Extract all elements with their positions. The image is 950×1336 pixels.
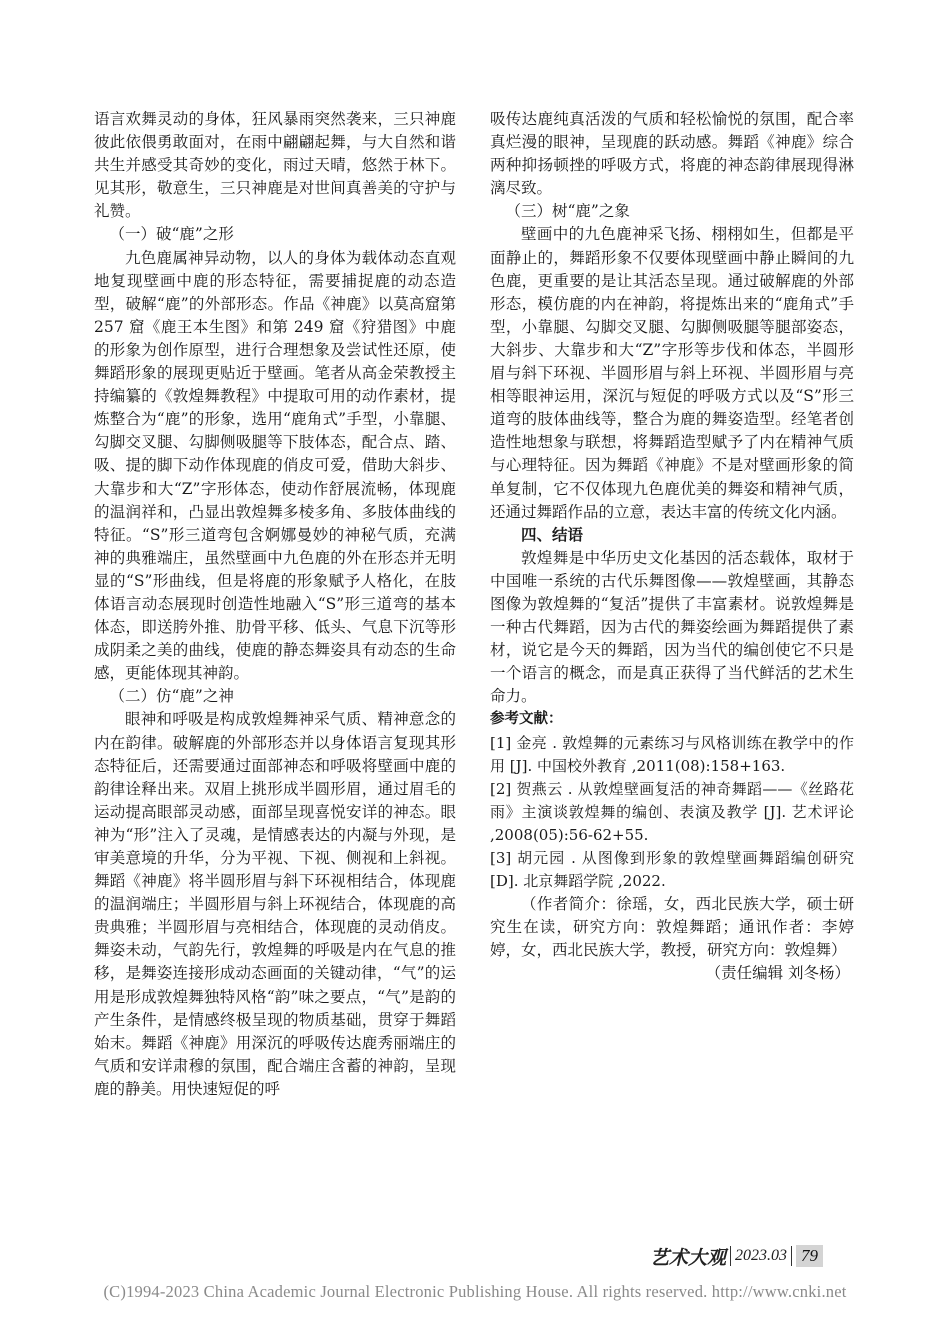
reference-item: [2] 贺燕云 . 从敦煌壁画复活的神奇舞蹈——《丝路花雨》主演谈敦煌舞的编创、表演及教学 [J]. 艺术评论 ,2008(05):56-62+55. bbox=[490, 779, 854, 844]
editor-credit: （责任编辑 刘冬杨） bbox=[705, 963, 850, 982]
reference-item: [1] 金亮 . 敦煌舞的元素练习与风格训练在教学中的作用 [J]. 中国校外教育 ,2011(08):158+163. bbox=[490, 733, 854, 775]
subheading-spirit: （二）仿“鹿”之神 bbox=[109, 687, 234, 706]
paragraph: 眼神和呼吸是构成敦煌舞神采气质、精神意念的内在韵律。破解鹿的外部形态并以身体语言复现其形态特征后，还需要通过面部神态和呼吸将壁画中鹿的韵律诠释出来。双眉上挑形成半圆形眉，通过眉毛的运动提高眼部灵动感，面部呈现喜悦安详的神态。眼神为“形”注入了灵魂，是情感表达的内凝与外现，是审美意境的升华，分为平视、下视、侧视和上斜视。舞蹈《神鹿》将半圆形眉与斜下环视相结合，体现鹿的温润端庄；半圆形眉与斜上环视结合，体现鹿的高贵典雅；半圆形眉与亮相结合，体现鹿的灵动俏皮。舞姿未动，气韵先行，敦煌舞的呼吸是内在气息的推移，是舞姿连接形成动态画面的关键动律，“气”的运用是形成敦煌舞独特风格“韵”味之要点，“气”是韵的产生条件，是情感终极呈现的物质基础，贯穿于舞蹈始末。舞蹈《神鹿》用深沉的呼吸传达鹿秀丽端庄的气质和安详肃穆的氛围，配合端庄含蓄的神韵，呈现鹿的静美。用快速短促的呼 bbox=[94, 710, 456, 1098]
right-column bbox=[490, 108, 854, 985]
paragraph: 语言欢舞灵动的身体，狂风暴雨突然袭来，三只神鹿彼此依偎勇敢面对，在雨中翩翩起舞，与大自然和谐共生并感受其奇妙的变化，雨过天晴，悠然于林下。见其形，敬意生，三只神鹿是对世间真善美的守护与礼赞。 bbox=[94, 110, 456, 221]
page-number: 79 bbox=[796, 1245, 823, 1267]
magazine-name: 艺术大观 bbox=[650, 1246, 727, 1269]
copyright-footer: (C)1994-2023 China Academic Journal Electronic Publishing House. All rights reserved. http://www.cnki.net bbox=[103, 1282, 847, 1301]
paragraph: 敦煌舞是中华历史文化基因的活态载体，取材于中国唯一系统的古代乐舞图像——敦煌壁画，其静态图像为敦煌舞的“复活”提供了丰富素材。说敦煌舞是一种古代舞蹈，因为古代的舞姿绘画为舞蹈提供了素材，说它是今天的舞蹈，因为当代的编创使它不只是一个语言的概念，而是真正获得了当代鲜活的艺术生命力。 bbox=[490, 548, 854, 706]
subheading-form: （一）破“鹿”之形 bbox=[109, 225, 234, 244]
divider bbox=[791, 1246, 792, 1266]
subheading-image: （三）树“鹿”之象 bbox=[505, 202, 630, 221]
issue-number: 2023.03 bbox=[735, 1247, 788, 1264]
section-heading-conclusion: 四、结语 bbox=[521, 525, 584, 544]
paragraph: 九色鹿属神异动物，以人的身体为载体动态直观地复现壁画中鹿的形态特征，需要捕捉鹿的动态造型，破解“鹿”的外部形态。作品《神鹿》以莫高窟第 257 窟《鹿王本生图》和第 249 窟《狩猎图》中鹿的形象为创作原型，进行合理想象及尝试性还原，使舞蹈形象的展现更贴近于壁画。笔者从高金荣教授主持编纂的《敦煌舞教程》中提取可用的动作素材，提炼整合为“鹿”的形象，选用“鹿角式”手型，小靠腿、勾脚交叉腿、勾脚侧吸腿等下肢体态，配合点、踏、吸、提的脚下动作体现鹿的俏皮可爱，借助大斜步、大靠步和大“Z”字形体态，使动作舒展流畅，体现鹿的温润祥和，凸显出敦煌舞多棱多角、多肢体曲线的特征。“S”形三道弯包含婀娜曼妙的神秘气质，充满神的典雅端庄，虽然壁画中九色鹿的外在形态并无明显的“S”形曲线，但是将鹿的形象赋予人格化，在肢体语言动态展现时创造性地融入“S”形三道弯的基本体态，即送胯外推、肋骨平移、低头、气息下沉等形成阴柔之美的曲线，使鹿的静态舞姿具有动态的生命感，更能体现其神韵。 bbox=[94, 248, 456, 683]
paragraph: 吸传达鹿纯真活泼的气质和轻松愉悦的氛围，配合率真烂漫的眼神，呈现鹿的跃动感。舞蹈《神鹿》综合两种抑扬顿挫的呼吸方式，将鹿的神态韵律展现得淋漓尽致。 bbox=[490, 110, 854, 198]
left-column bbox=[94, 108, 456, 1101]
reference-item: [3] 胡元园 . 从图像到形象的敦煌壁画舞蹈编创研究 [D]. 北京舞蹈学院 ,2022. bbox=[490, 848, 854, 890]
paragraph: 壁画中的九色鹿神采飞扬、栩栩如生，但都是平面静止的，舞蹈形象不仅要体现壁画中静止瞬间的九色鹿，更重要的是让其活态呈现。通过破解鹿的外部形态，模仿鹿的内在神韵，将提炼出来的“鹿角式”手型，小靠腿、勾脚交叉腿、勾脚侧吸腿等腿部姿态，大斜步、大靠步和大“Z”字形等步伐和体态，半圆形眉与斜下环视、半圆形眉与斜上环视、半圆形眉与亮相等眼神运用，深沉与短促的呼吸方式以及“S”形三道弯的肢体曲线等，整合为鹿的舞姿造型。经笔者创造性地想象与联想，将舞蹈造型赋予了内在精神气质与心理特征。因为舞蹈《神鹿》不是对壁画形象的简单复制，它不仅体现九色鹿优美的舞姿和精神气质，还通过舞蹈作品的立意，表达丰富的传统文化内涵。 bbox=[490, 225, 854, 521]
page-folio bbox=[650, 1243, 850, 1269]
divider bbox=[730, 1246, 731, 1266]
author-note: （作者简介：徐瑶，女，西北民族大学，硕士研究生在读，研究方向：敦煌舞蹈；通讯作者：李婷婷，女，西北民族大学，教授，研究方向：敦煌舞） bbox=[490, 894, 854, 959]
references-heading: 参考文献： bbox=[490, 711, 563, 728]
